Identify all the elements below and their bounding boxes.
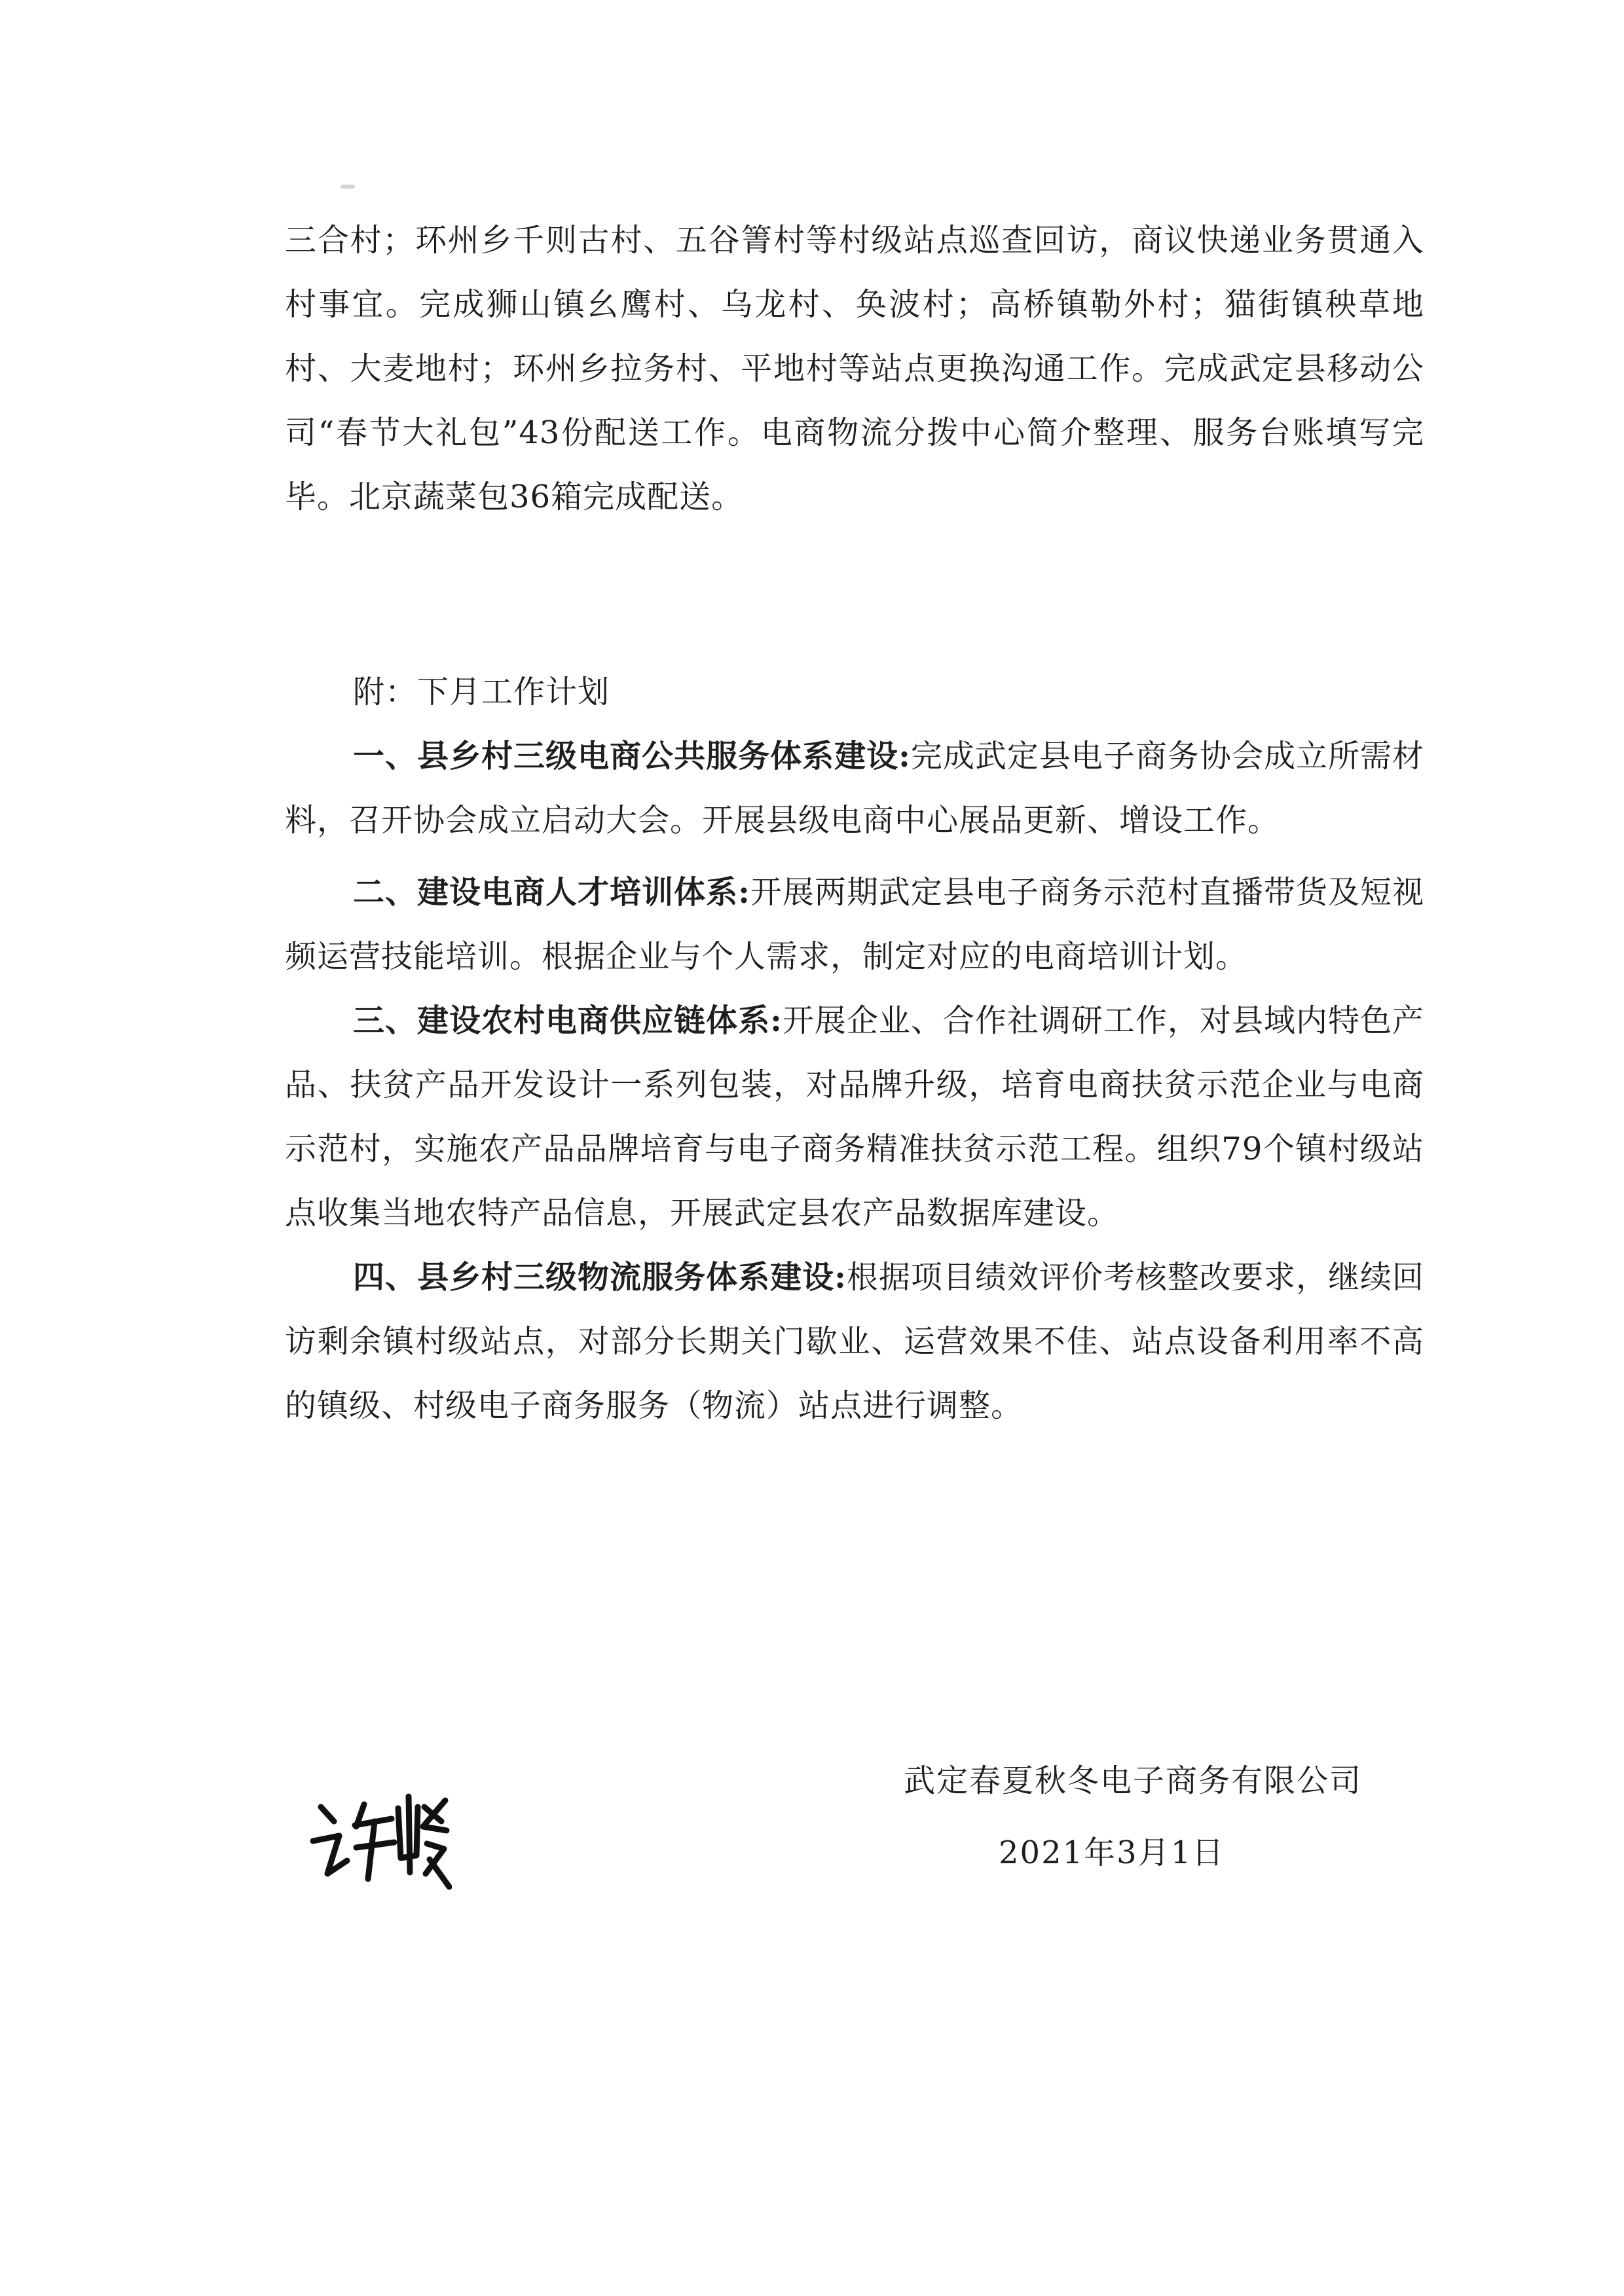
section-spacer [285, 529, 1424, 660]
plan-item-2-text: 开展两期武定县电子商务示范村直播带货及短视频运营技能培训。根据企业与个人需求，制定对应的电商培训计划。 [285, 874, 1424, 975]
plan-item-2 [285, 860, 1424, 989]
plan-item-4-heading: 四、县乡村三级物流服务体系建设: [353, 1259, 847, 1296]
plan-item-4 [285, 1245, 1424, 1438]
appendix-title: 附：下月工作计划 [353, 674, 610, 710]
work-summary-paragraph: 三合村；环州乡千则古村、五谷箐村等村级站点巡查回访，商议快递业务贯通入村事宜。完成狮山镇幺鹰村、乌龙村、奂波村；高桥镇勒外村；猫街镇秧草地村、大麦地村；环州乡拉务村、平地村等站点更换沟通工作。完成武定县移动公司“春节大礼包”43份配送工作。电商物流分拨中心简介整理、服务台账填写完毕。北京蔬菜包36箱完成配送。 [285, 222, 1424, 515]
plan-item-2-heading: 二、建设电商人才培训体系: [353, 874, 750, 911]
plan-item-3-heading: 三、建设农村电商供应链体系: [353, 1002, 783, 1039]
scan-speck [341, 185, 355, 189]
plan-item-3-text: 开展企业、合作社调研工作，对县域内特色产品、扶贫产品开发设计一系列包装，对品牌升级，培育电商扶贫示范企业与电商示范村，实施农产品品牌培育与电子商务精准扶贫示范工程。组织79个镇村级站点收集当地农特产品信息，开展武定县农产品数据库建设。 [285, 1002, 1424, 1231]
plan-item-1 [285, 724, 1424, 852]
handwritten-signature [301, 1781, 452, 1899]
plan-item-1-text: 完成武定县电子商务协会成立所需材料，召开协会成立启动大会。开展县级电商中心展品更新、增设工作。 [285, 738, 1424, 839]
plan-spacer [285, 852, 1424, 860]
document-body [285, 208, 1424, 1438]
plan-item-3 [285, 989, 1424, 1245]
plan-item-1-heading: 一、县乡村三级电商公共服务体系建设: [353, 738, 911, 774]
plan-item-4-text: 根据项目绩效评价考核整改要求，继续回访剩余镇村级站点，对部分长期关门歇业、运营效果不佳、站点设备利用率不高的镇级、村级电子商务服务（物流）站点进行调整。 [285, 1259, 1424, 1424]
document-date: 2021年3月1日 [999, 1834, 1225, 1871]
company-name: 武定春夏秋冬电子商务有限公司 [904, 1762, 1363, 1799]
